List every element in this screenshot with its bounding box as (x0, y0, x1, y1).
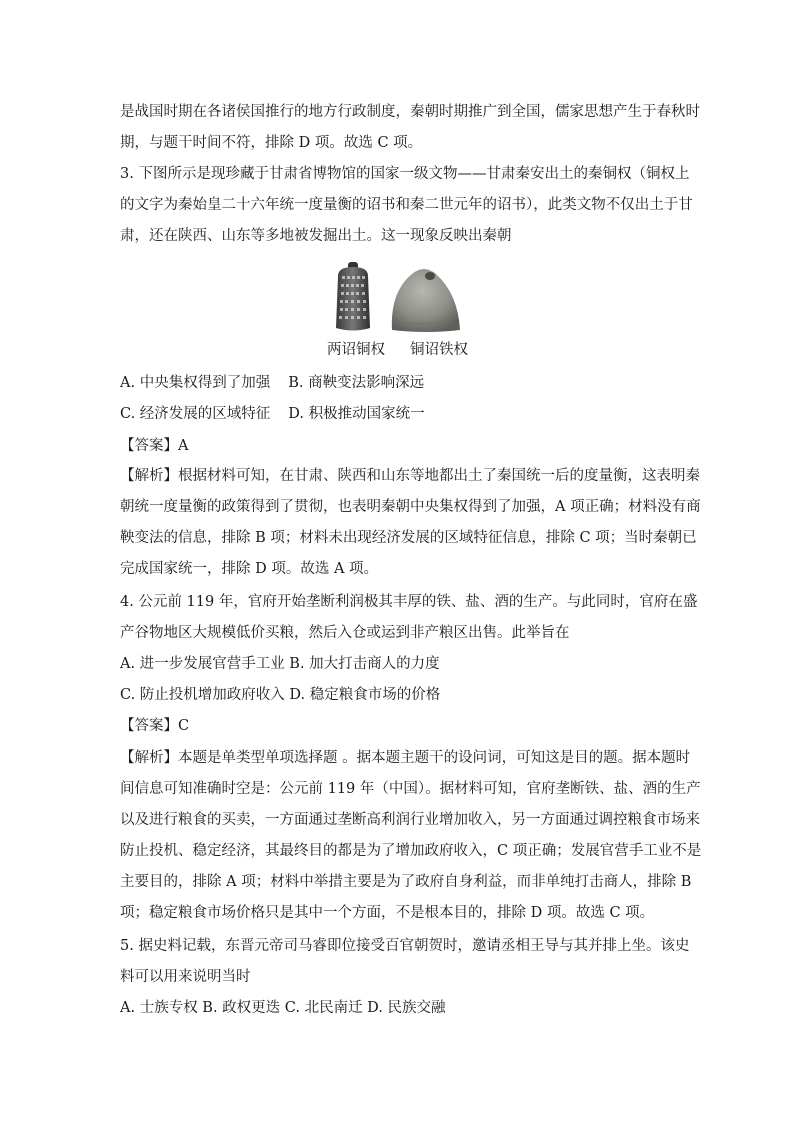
option-a: A. 中央集权得到了加强 (120, 375, 271, 391)
text-line: 防止投机、稳定经济，其最终目的都是为了增加政府收入，C 项正确；发展官营手工业不是 (120, 843, 702, 859)
question-3-options-row-2 (120, 404, 425, 424)
question-4-answer: 【答案】C (120, 718, 190, 734)
text-line: 期，与题干时间不符，排除 D 项。故选 C 项。 (120, 135, 423, 151)
artifact-figure (332, 262, 462, 334)
figure-caption-right: 铜诏铁权 (410, 342, 468, 358)
question-3-answer: 【答案】A (120, 438, 189, 454)
artifact-images (332, 262, 462, 334)
option-b: B. 商鞅变法影响深远 (288, 375, 425, 391)
text-line: 鞅变法的信息，排除 B 项；材料未出现经济发展的区域特征信息，排除 C 项；当时秦朝已 (120, 530, 697, 546)
question-4-stem: 4. 公元前 119 年，官府开始垄断利润极其丰厚的铁、盐、酒的生产。与此同时，官府在盛 (120, 594, 698, 610)
question-4-options-row-1: A. 进一步发展官营手工业 B. 加大打击商人的力度 (120, 656, 440, 672)
text-line: 是战国时期在各诸侯国推行的地方行政制度，秦朝时期推广到全国，儒家思想产生于春秋时 (120, 104, 700, 120)
text-line: 朝统一度量衡的政策得到了贯彻，也表明秦朝中央集权得到了加强，A 项正确；材料没有商 (120, 499, 701, 515)
text-line: 主要目的，排除 A 项；材料中举措主要是为了政府自身利益，而非单纯打击商人，排除 B (120, 874, 692, 890)
figure-caption-left: 两诏铜权 (327, 342, 385, 358)
question-3-analysis: 【解析】根据材料可知，在甘肃、陕西和山东等地都出土了秦国统一后的度量衡，这表明秦 (120, 468, 700, 484)
text-line: 以及进行粮食的买卖，一方面通过垄断高利润行业增加收入，另一方面通过调控粮食市场来 (120, 812, 700, 828)
question-4-options-row-2: C. 防止投机增加政府收入 D. 稳定粮食市场的价格 (120, 687, 441, 703)
text-line: 产谷物地区大规模低价买粮，然后入仓或运到非产粮区出售。此举旨在 (120, 625, 570, 641)
text-line: 项；稳定粮食市场价格只是其中一个方面，不是根本目的，排除 D 项。故选 C 项。 (120, 905, 655, 921)
two-edict-bronze-weight-image (336, 262, 370, 331)
option-d: D. 积极推动国家统一 (288, 406, 425, 422)
text-line: 肃，还在陕西、山东等多地被发掘出土。这一现象反映出秦朝 (120, 228, 512, 244)
question-4-analysis: 【解析】本题是单类型单项选择题 。据本题主题干的设问词，可知这是目的题。据本题时 (120, 750, 691, 766)
option-c: C. 经济发展的区域特征 (120, 406, 271, 422)
question-5-stem: 5. 据史料记载，东晋元帝司马睿即位接受百官朝贺时，邀请丞相王导与其并排上坐。该史 (120, 938, 690, 954)
text-line: 料可以用来说明当时 (120, 969, 251, 985)
text-line: 间信息可知准确时空是：公元前 119 年（中国）。据材料可知，官府垄断铁、盐、酒的生产 (120, 781, 701, 797)
question-5-options: A. 士族专权 B. 政权更迭 C. 北民南迁 D. 民族交融 (120, 1000, 446, 1016)
bronze-edict-iron-weight-image (392, 269, 460, 332)
question-3-options-row-1 (120, 373, 424, 393)
question-3-stem: 3. 下图所示是现珍藏于甘肃省博物馆的国家一级文物——甘肃秦安出土的秦铜权（铜权上 (120, 166, 690, 182)
text-line: 完成国家统一，排除 D 项。故选 A 项。 (120, 561, 379, 577)
text-line: 的文字为秦始皇二十六年统一度量衡的诏书和秦二世元年的诏书），此类文物不仅出土于甘 (120, 197, 693, 213)
